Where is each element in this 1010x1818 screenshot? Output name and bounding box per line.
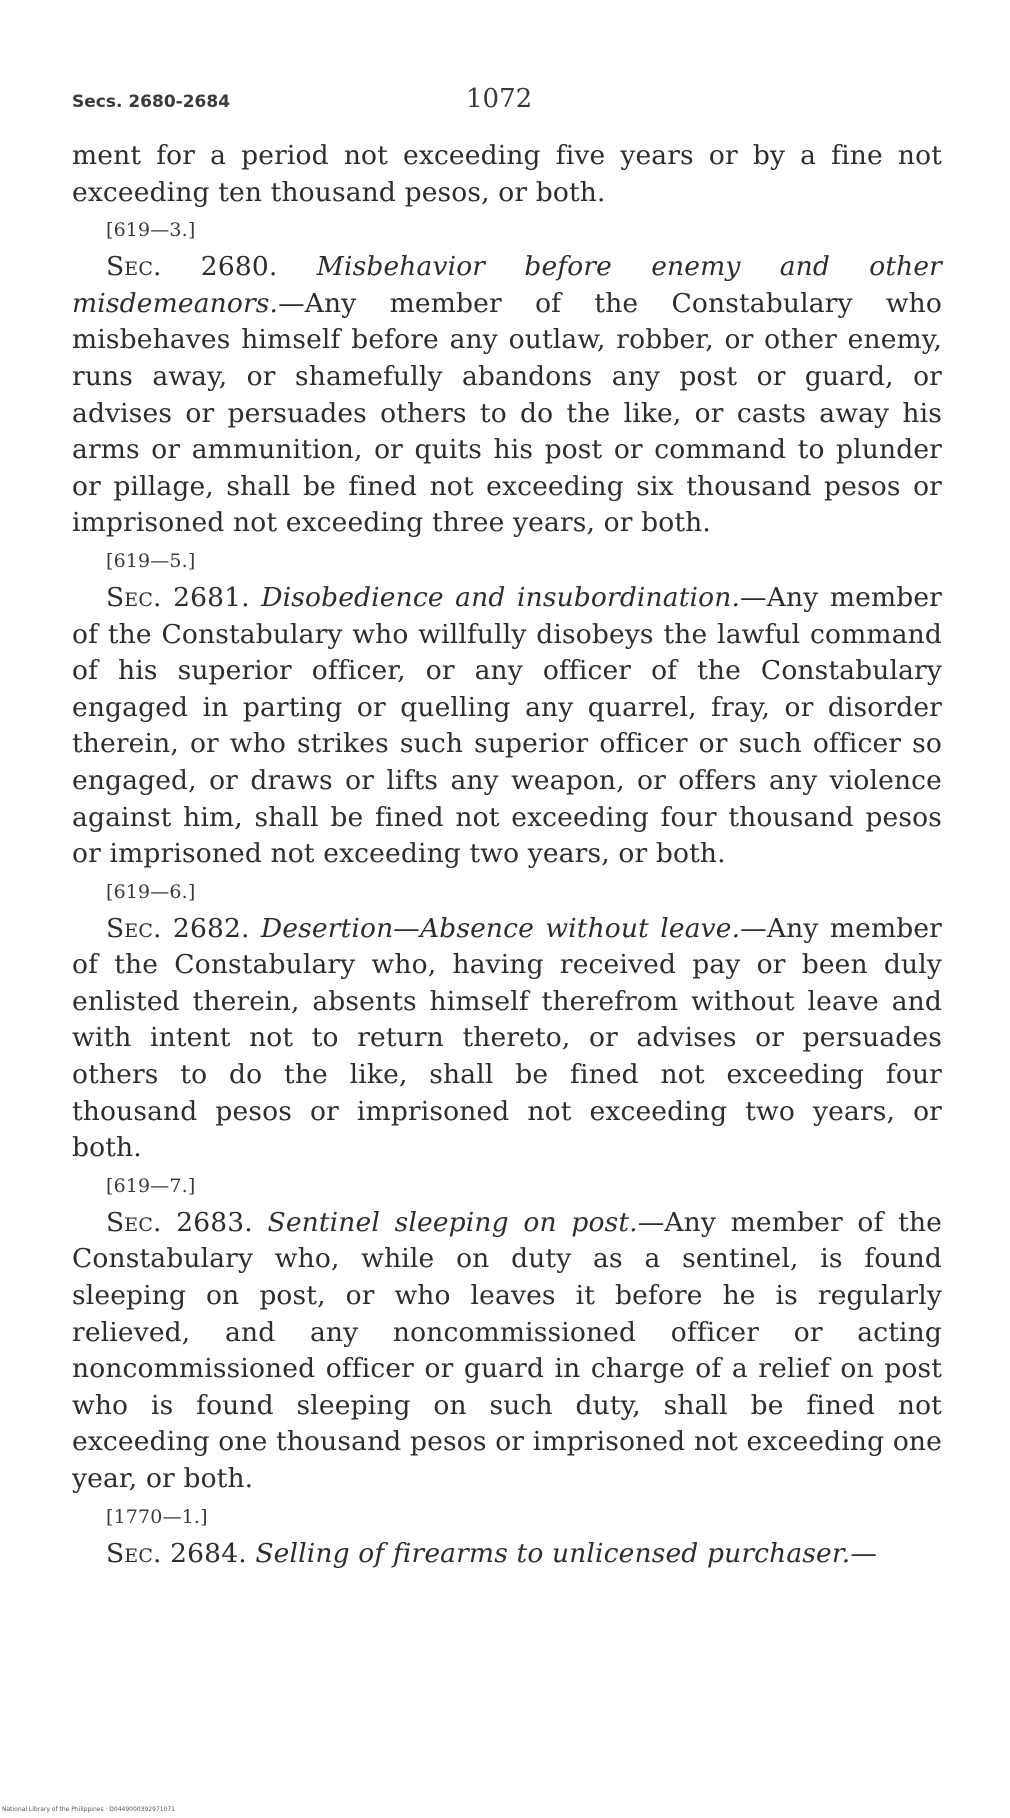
section-label: Sec. 2680. (106, 251, 278, 283)
section-range-header: Secs. 2680-2684 (72, 92, 231, 112)
section-2681 (72, 580, 942, 873)
section-label: Sec. 2681. (106, 581, 250, 613)
library-credit: National Library of the Philippines · D0449000392971071 (2, 1806, 175, 1813)
section-label: Sec. 2682. (106, 912, 250, 944)
section-2684 (72, 1536, 942, 1573)
section-text: — (850, 1537, 878, 1569)
section-text: —Any member of the Constabulary who willfully disobeys the lawful command of his superior officer, or any officer of the Constabulary engaged in parting or quelling any quarrel, fray, or disorder therein, or who strikes such superior officer or such officer so engaged, or draws or lifts any weapon, or offers any violence against him, shall be fined not exceeding four thousand pesos or imprisoned not exceeding two years, or both. (72, 581, 942, 870)
section-2680 (72, 249, 942, 542)
section-label: Sec. 2684. (106, 1537, 247, 1569)
citation-2683: [619—7.] (106, 1174, 196, 1197)
section-text: —Any member of the Constabulary who misbehaves himself before any outlaw, robber, or other enemy, runs away, or shamefully abandons any post or guard, or advises or persuades others to do the like, or casts away his arms or ammunition, or quits his post or command to plunder or pillage, shall be fined not exceeding six thousand pesos or imprisoned not exceeding three years, or both. (72, 287, 942, 539)
section-title: Sentinel sleeping on post. (267, 1206, 638, 1238)
section-title: Disobedience and insubordination. (261, 581, 741, 613)
section-title: Desertion—Absence without leave. (260, 912, 741, 944)
body-text (72, 138, 942, 1572)
section-2683 (72, 1205, 942, 1498)
running-head (72, 84, 938, 124)
section-text: —Any member of the Constabulary who, having received pay or been duly enlisted therein, absents himself therefrom without leave and with intent not to return thereto, or advises or persuades others to do the like, shall be fined not exceeding four thousand pesos or imprisoned not exceeding two years, or both. (72, 912, 942, 1164)
citation-2684: [1770—1.] (106, 1505, 208, 1528)
citation-2682: [619—6.] (106, 880, 196, 903)
page-number: 1072 (466, 84, 533, 114)
citation-2681: [619—5.] (106, 549, 196, 572)
section-label: Sec. 2683. (106, 1206, 253, 1238)
section-text: —Any member of the Constabulary who, while on duty as a sentinel, is found sleeping on post, or who leaves it before he is regularly relieved, and any noncommissioned officer or acting noncommissioned officer or guard in charge of a relief on post who is found sleeping on such duty, shall be fined not exceeding one thousand pesos or imprisoned not exceeding one year, or both. (72, 1206, 942, 1494)
citation-2680: [619—3.] (106, 219, 196, 242)
section-2682 (72, 911, 942, 1167)
section-title: Misbehavior before enemy and other misdemeanors. (72, 251, 943, 319)
section-title: Selling of firearms to unlicensed purchaser. (255, 1537, 851, 1569)
continuation-paragraph: ment for a period not exceeding five years or by a fine not exceeding ten thousand pesos, or both. (72, 140, 942, 208)
